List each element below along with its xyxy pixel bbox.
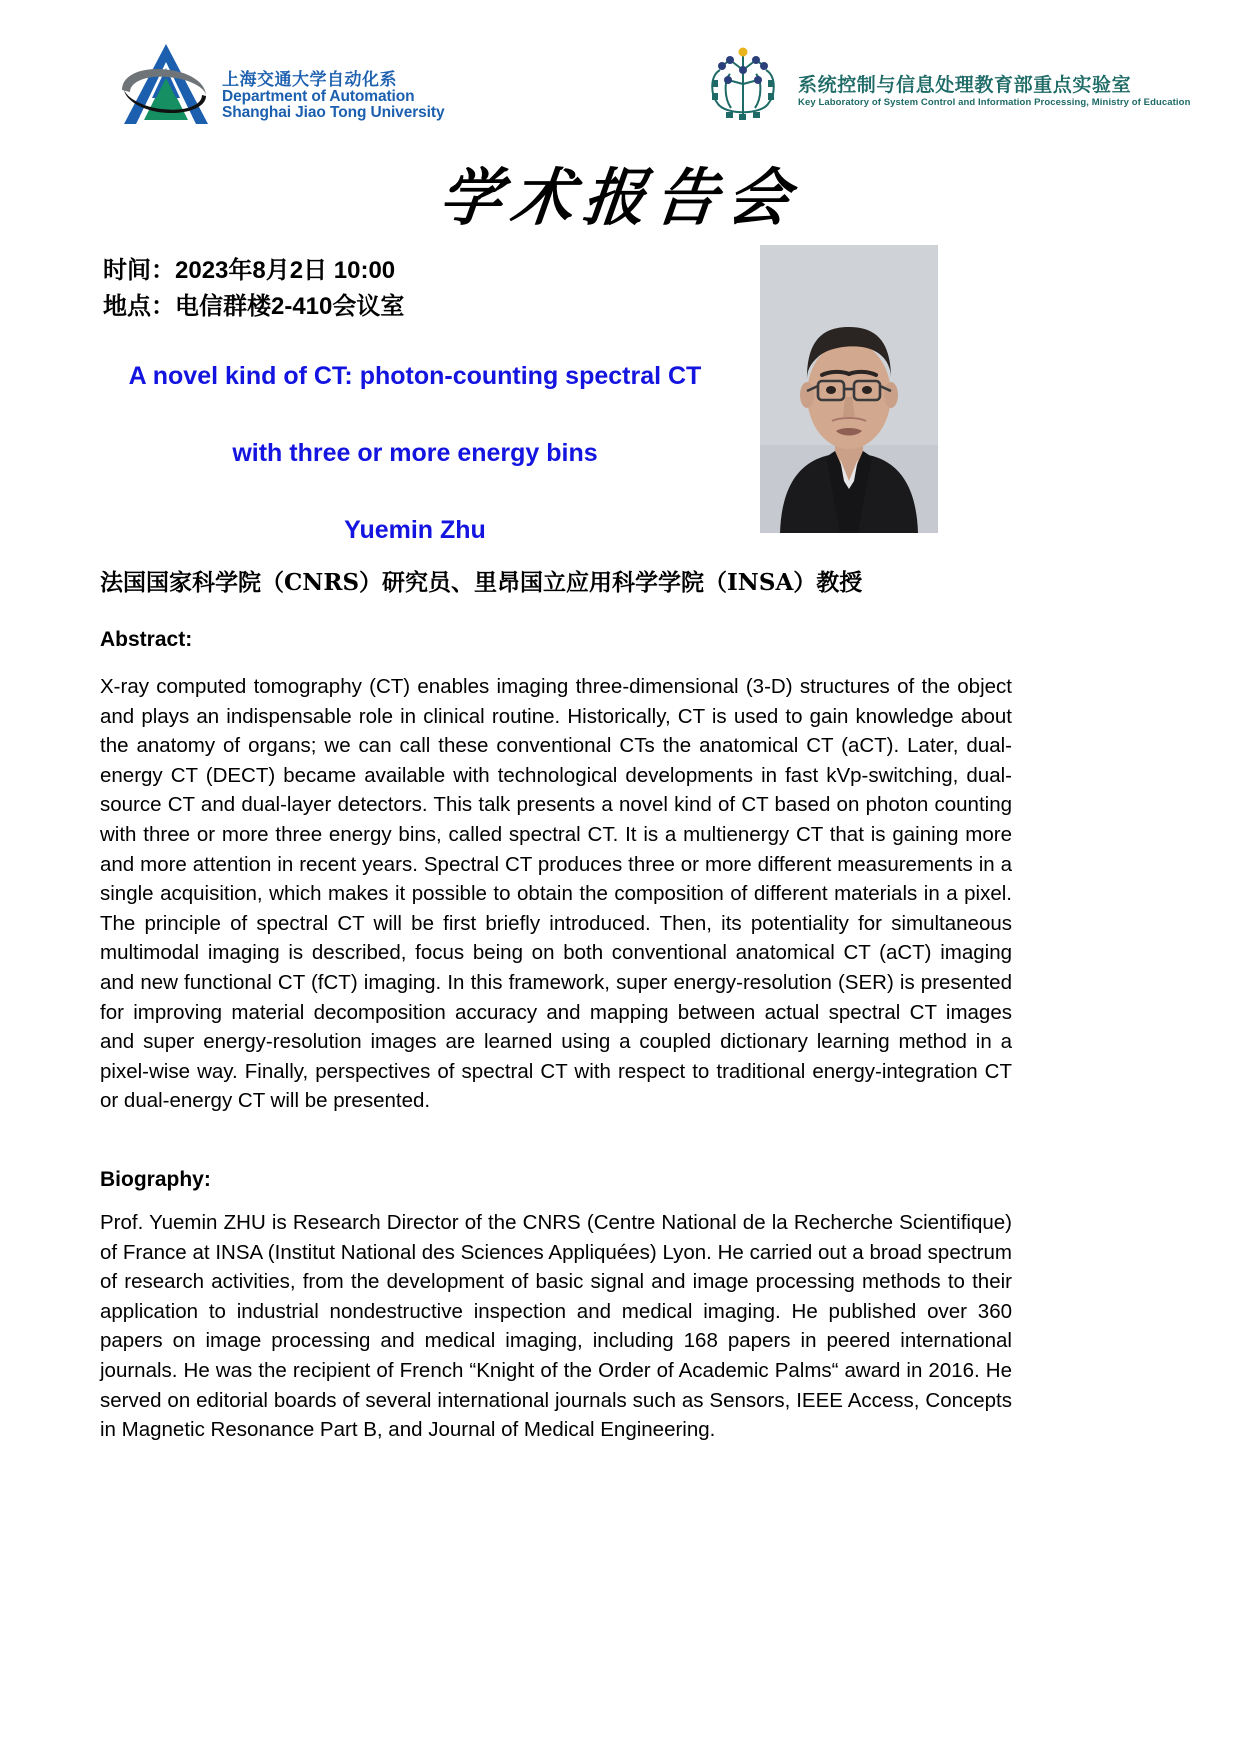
key-lab-logo-en: Key Laboratory of System Control and Information Processing, Ministry of Education bbox=[798, 97, 1191, 109]
key-lab-logo-text bbox=[798, 49, 1190, 110]
sjtu-triangle-logo-icon bbox=[118, 38, 214, 130]
sjtu-logo-text bbox=[222, 47, 444, 122]
speaker-name: Yuemin Zhu bbox=[344, 516, 486, 544]
biography-heading: Biography: bbox=[100, 1168, 211, 1191]
event-time: 时间：2023年8月2日 10:00 bbox=[103, 257, 396, 284]
biography-text: Prof. Yuemin ZHU is Research Director of the CNRS (Centre National de la Recherche Scientifique) of France at INSA (Institut National des Sciences Appliquées) Lyon. He carried out a broad spectrum of research activities, from the development of basic signal and image processing methods to their application to industrial nondestructive inspection and medical imaging. He published over 360 papers on image processing and medical imaging, including 168 papers in peered international journals. He was the recipient of French “Knight of the Order of Academic Palms“ award in 2016. He served on editorial boards of several international journals such as Sensors, IEEE Access, Concepts in Magnetic Resonance Part B, and Journal of Medical Engineering. bbox=[100, 1211, 1012, 1442]
speaker-portrait bbox=[760, 245, 938, 533]
talk-title-line2: with three or more energy bins bbox=[232, 439, 598, 467]
header-logo-row bbox=[0, 36, 1240, 136]
abstract-text: X-ray computed tomography (CT) enables imaging three-dimensional (3-D) structures of the object and plays an indispensable role in clinical routine. Historically, CT is used to gain knowledge about the anatomy of organs; we can call these conventional CTs the anatomical CT (aCT). Later, dual-energy CT (DECT) became available with technological developments in fast kVp-switching, dual-source CT and dual-layer detectors. This talk presents a novel kind of CT based on photon counting with three or more three energy bins, called spectral CT. It is a multienergy CT that is gaining more and more attention in recent years. Spectral CT produces three or more different measurements in a single acquisition, which makes it possible to obtain the composition of different materials in a pixel. The principle of spectral CT will be first briefly introduced. Then, its potentiality for simultaneous multimodal imaging is described, focus being on both conventional anatomical CT (aCT) imaging and new functional CT (fCT) imaging. In this framework, super energy-resolution (SER) is presented for improving material decomposition accuracy and mapping between actual spectral CT images and super energy-resolution images are learned using a coupled dictionary learning method in a pixel-wise way. Finally, perspectives of spectral CT with respect to traditional energy-integration CT or dual-energy CT will be presented. bbox=[100, 675, 1012, 1113]
talk-title-line1: A novel kind of CT: photon-counting spectral CT bbox=[128, 362, 702, 390]
key-lab-logo-group bbox=[700, 36, 1190, 122]
talk-title-block bbox=[95, 362, 735, 545]
event-place: 地点：电信群楼2-410会议室 bbox=[103, 292, 405, 320]
speaker-affiliation: 法国国家科学院（CNRS）研究员、里昂国立应用科学学院（INSA）教授 bbox=[100, 569, 863, 596]
abstract-heading: Abstract: bbox=[100, 628, 193, 651]
sjtu-logo-cn: 上海交通大学自动化系 bbox=[222, 69, 397, 89]
event-meta bbox=[103, 253, 404, 324]
key-lab-logo-cn: 系统控制与信息处理教育部重点实验室 bbox=[798, 74, 1132, 96]
sjtu-logo-group bbox=[118, 38, 444, 130]
sjtu-logo-en-line1: Department of Automation bbox=[222, 87, 415, 105]
key-lab-gear-neuron-logo-icon bbox=[700, 36, 786, 122]
sjtu-logo-en-line2: Shanghai Jiao Tong University bbox=[222, 104, 445, 121]
page-title: 学术报告会 bbox=[435, 161, 804, 234]
